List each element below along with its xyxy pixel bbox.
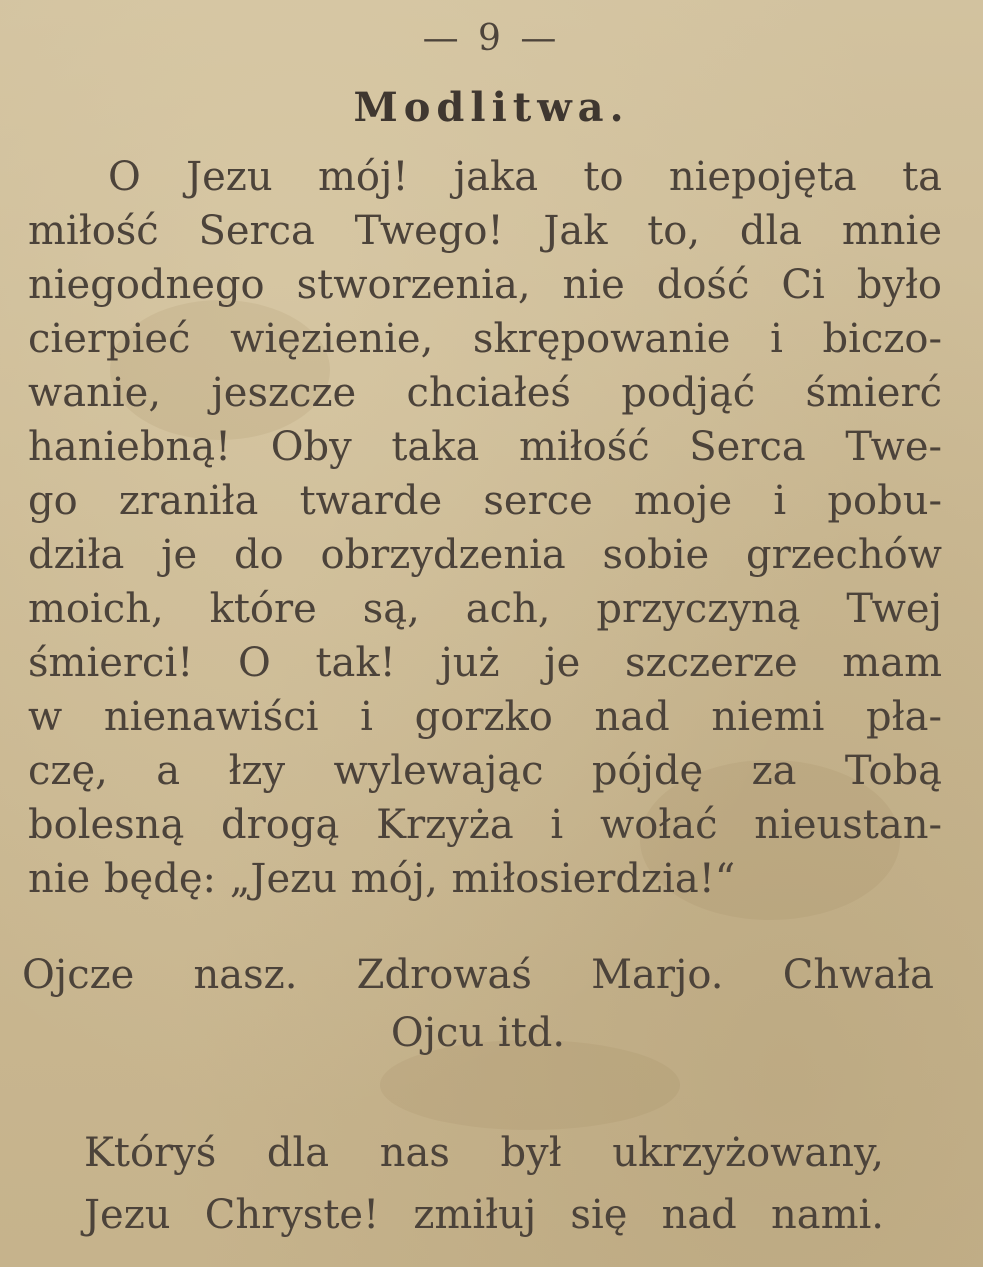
refrain-line: Któryś dla nas był ukrzyżowany,: [84, 1130, 884, 1176]
prayer-line: bolesną drogą Krzyża i wołać nieustan-: [28, 802, 942, 848]
prayer-line: O Jezu mój! jaka to niepojęta ta: [108, 154, 942, 200]
closing-prayers: [22, 946, 934, 1062]
closing-line: Ojcze nasz. Zdrowaś Marjo. Chwała: [22, 952, 934, 998]
prayer-line: nie będę: „Jezu mój, miłosierdzia!“: [28, 856, 736, 902]
prayer-line: śmierci! O tak! już je szczerze mam: [28, 640, 942, 686]
prayer-line: haniebną! Oby taka miłość Serca Twe-: [28, 424, 942, 470]
prayer-line: wanie, jeszcze chciałeś podjąć śmierć: [28, 370, 942, 416]
prayer-line: dziła je do obrzydzenia sobie grzechów: [28, 532, 942, 578]
prayer-line: w nienawiści i gorzko nad niemi pła-: [28, 694, 942, 740]
prayer-line: czę, a łzy wylewając pójdę za Tobą: [28, 748, 942, 794]
prayer-line: cierpieć więzienie, skrępowanie i biczo-: [28, 316, 942, 362]
refrain: [84, 1122, 884, 1246]
prayer-text: [28, 150, 942, 906]
refrain-line: Jezu Chryste! zmiłuj się nad nami.: [84, 1192, 884, 1238]
prayer-line: miłość Serca Twego! Jak to, dla mnie: [28, 208, 942, 254]
prayer-line: niegodnego stworzenia, nie dość Ci było: [28, 262, 942, 308]
page-number: — 9 —: [422, 18, 561, 59]
page-title: Modlitwa.: [353, 84, 630, 131]
prayer-line: moich, które są, ach, przyczyną Twej: [28, 586, 942, 632]
prayer-line: go zraniła twarde serce moje i pobu-: [28, 478, 942, 524]
closing-line: Ojcu itd.: [390, 1010, 566, 1056]
